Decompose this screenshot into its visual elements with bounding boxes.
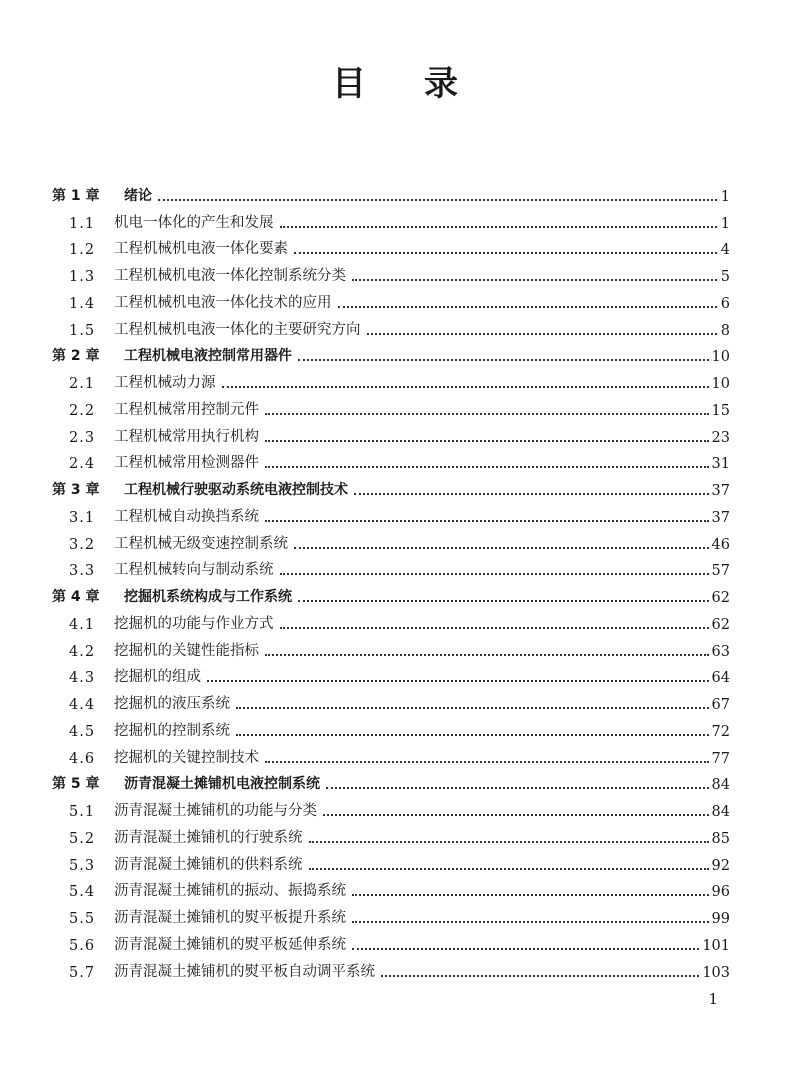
dot-leader xyxy=(265,439,709,442)
toc-entry-title: 沥青混凝土摊铺机的熨平板提升系统 xyxy=(114,910,346,926)
toc-entry-number: 4.3 xyxy=(69,670,96,687)
toc-section-entry[interactable] xyxy=(52,258,730,285)
toc-entry-title: 工程机械机电液一体化要素 xyxy=(114,241,288,258)
dot-leader xyxy=(265,653,709,656)
toc-entry-title: 工程机械机电液一体化的主要研究方向 xyxy=(114,321,361,338)
page-number: 1 xyxy=(708,990,718,1008)
dot-leader xyxy=(298,358,709,361)
toc-entry-number: 1.2 xyxy=(69,242,96,259)
toc-section-entry[interactable] xyxy=(52,740,730,767)
toc-section-entry[interactable] xyxy=(52,205,730,232)
toc-section-entry[interactable] xyxy=(52,392,730,419)
toc-section-entry[interactable] xyxy=(52,526,730,553)
toc-entry-page: 64 xyxy=(711,670,730,687)
toc-entry-title: 机电一体化的产生和发展 xyxy=(114,214,274,231)
dot-leader xyxy=(326,786,709,789)
toc-entry-page: 4 xyxy=(720,242,730,259)
toc-entry-number: 1.4 xyxy=(69,295,96,312)
toc-section-entry[interactable] xyxy=(52,419,730,446)
toc-entry-page: 10 xyxy=(711,349,730,366)
toc-entry-title: 工程机械机电液一体化技术的应用 xyxy=(114,294,332,311)
dot-leader xyxy=(323,813,709,816)
toc-entry-number: 3.1 xyxy=(69,509,96,526)
toc-entry-page: 99 xyxy=(711,911,730,927)
toc-entry-number: 4.2 xyxy=(69,643,96,660)
dot-leader xyxy=(280,225,718,228)
toc-section-entry[interactable] xyxy=(52,793,730,820)
dot-leader xyxy=(338,305,718,308)
dot-leader xyxy=(265,519,709,522)
toc-chapter-entry[interactable] xyxy=(52,472,730,499)
toc-entry-number: 5.2 xyxy=(69,830,96,847)
toc-section-entry[interactable] xyxy=(52,232,730,259)
toc-entry-title: 挖掘机系统构成与工作系统 xyxy=(124,589,292,605)
toc-section-entry[interactable] xyxy=(52,446,730,473)
toc-entry-number: 5.6 xyxy=(69,937,96,954)
toc-entry-page: 103 xyxy=(702,964,730,981)
toc-entry-title: 工程机械自动换挡系统 xyxy=(114,508,259,525)
toc-entry-title: 挖掘机的控制系统 xyxy=(114,722,230,739)
toc-entry-number: 5.5 xyxy=(69,911,96,927)
toc-entry-page: 37 xyxy=(711,483,730,499)
dot-leader xyxy=(236,733,709,736)
toc-entry-number: 5.7 xyxy=(69,964,96,981)
toc-chapter-entry[interactable] xyxy=(52,767,730,794)
toc-section-entry[interactable] xyxy=(52,365,730,392)
toc-entry-page: 23 xyxy=(711,429,730,446)
toc-entry-page: 67 xyxy=(711,697,730,713)
toc-entry-title: 挖掘机的液压系统 xyxy=(114,696,230,712)
page-title: 目录 xyxy=(332,64,516,104)
toc-entry-number: 3.2 xyxy=(69,536,96,553)
toc-entry-page: 57 xyxy=(711,563,730,580)
toc-entry-title: 沥青混凝土摊铺机的熨平板延伸系统 xyxy=(114,936,346,953)
dot-leader xyxy=(294,251,717,254)
toc-entry-title: 沥青混凝土摊铺机的行驶系统 xyxy=(114,829,303,846)
dot-leader xyxy=(280,626,709,629)
toc-section-entry[interactable] xyxy=(52,606,730,633)
toc-entry-title: 沥青混凝土摊铺机的供料系统 xyxy=(114,856,303,873)
dot-leader xyxy=(381,974,699,977)
toc-entry-page: 31 xyxy=(711,456,730,473)
toc-entry-page: 1 xyxy=(720,215,730,232)
toc-entry-number: 5.1 xyxy=(69,804,96,820)
dot-leader xyxy=(207,679,709,682)
toc-entry-page: 37 xyxy=(711,509,730,526)
toc-section-entry[interactable] xyxy=(52,820,730,847)
toc-chapter-entry[interactable] xyxy=(52,339,730,366)
toc-entry-title: 挖掘机的关键控制技术 xyxy=(114,749,259,766)
toc-entry-page: 6 xyxy=(720,295,730,312)
toc-entry-page: 10 xyxy=(711,376,730,392)
toc-entry-page: 46 xyxy=(711,536,730,553)
toc-entry-page: 72 xyxy=(711,723,730,740)
toc-entry-title: 沥青混凝土摊铺机的功能与分类 xyxy=(114,803,317,819)
toc-entry-number: 5.4 xyxy=(69,884,96,901)
toc-entry-title: 沥青混凝土摊铺机的振动、振捣系统 xyxy=(114,883,346,900)
toc-entry-title: 工程机械行驶驱动系统电液控制技术 xyxy=(124,482,348,498)
dot-leader xyxy=(352,920,709,923)
toc-entry-title: 沥青混凝土摊铺机的熨平板自动调平系统 xyxy=(114,963,375,980)
toc-entry-page: 15 xyxy=(711,402,730,419)
dot-leader xyxy=(280,572,709,575)
toc-section-entry[interactable] xyxy=(52,954,730,981)
toc-entry-title: 工程机械常用检测器件 xyxy=(114,455,259,472)
toc-section-entry[interactable] xyxy=(52,499,730,526)
toc-chapter-entry[interactable] xyxy=(52,579,730,606)
toc-entry-page: 1 xyxy=(720,188,730,205)
dot-leader xyxy=(158,198,717,201)
toc-entry-number: 5.3 xyxy=(69,857,96,874)
toc-entry-number: 4.6 xyxy=(69,750,96,767)
toc-entry-number: 2.3 xyxy=(69,429,96,446)
toc-entry-page: 8 xyxy=(720,322,730,339)
toc-entry-page: 84 xyxy=(711,804,730,820)
toc-section-entry[interactable] xyxy=(52,285,730,312)
toc-entry-title: 挖掘机的组成 xyxy=(114,669,201,686)
dot-leader xyxy=(222,385,709,388)
toc-entry-number: 4.5 xyxy=(69,723,96,740)
toc-entry-page: 84 xyxy=(711,777,730,794)
dot-leader xyxy=(354,492,709,495)
toc-entry-title: 挖掘机的关键性能指标 xyxy=(114,642,259,659)
toc-entry-number: 2.1 xyxy=(69,376,96,392)
table-of-contents xyxy=(52,178,730,981)
toc-entry-page: 63 xyxy=(711,643,730,660)
toc-entry-number: 4.4 xyxy=(69,697,96,713)
toc-section-entry[interactable] xyxy=(52,660,730,687)
toc-section-entry[interactable] xyxy=(52,847,730,874)
toc-entry-title: 工程机械常用控制元件 xyxy=(114,401,259,418)
dot-leader xyxy=(352,947,699,950)
toc-section-entry[interactable] xyxy=(52,312,730,339)
dot-leader xyxy=(309,867,709,870)
toc-entry-page: 96 xyxy=(711,884,730,901)
dot-leader xyxy=(352,278,717,281)
toc-entry-number: 第 1 章 xyxy=(52,187,100,204)
toc-entry-number: 第 2 章 xyxy=(52,348,100,365)
dot-leader xyxy=(367,332,718,335)
dot-leader xyxy=(265,465,709,468)
dot-leader xyxy=(352,893,709,896)
toc-entry-title: 工程机械无级变速控制系统 xyxy=(114,535,288,552)
toc-entry-number: 1.3 xyxy=(69,269,96,285)
toc-entry-page: 5 xyxy=(720,269,730,285)
toc-entry-number: 2.2 xyxy=(69,402,96,419)
toc-entry-title: 工程机械常用执行机构 xyxy=(114,428,259,445)
toc-entry-number: 2.4 xyxy=(69,456,96,473)
toc-entry-title: 沥青混凝土摊铺机电液控制系统 xyxy=(124,776,320,793)
toc-section-entry[interactable] xyxy=(52,900,730,927)
toc-section-entry[interactable] xyxy=(52,927,730,954)
dot-leader xyxy=(309,840,709,843)
toc-entry-page: 62 xyxy=(711,590,730,606)
toc-entry-number: 4.1 xyxy=(69,616,96,633)
toc-entry-page: 77 xyxy=(711,750,730,767)
dot-leader xyxy=(265,412,709,415)
toc-entry-title: 工程机械动力源 xyxy=(114,375,216,391)
dot-leader xyxy=(265,760,709,763)
toc-entry-page: 92 xyxy=(711,857,730,874)
toc-entry-number: 第 3 章 xyxy=(52,482,100,498)
toc-section-entry[interactable] xyxy=(52,553,730,580)
toc-entry-title: 工程机械机电液一体化控制系统分类 xyxy=(114,268,346,284)
toc-chapter-entry[interactable] xyxy=(52,178,730,205)
toc-section-entry[interactable] xyxy=(52,633,730,660)
toc-entry-title: 工程机械电液控制常用器件 xyxy=(124,348,292,365)
dot-leader xyxy=(236,706,709,709)
toc-section-entry[interactable] xyxy=(52,686,730,713)
toc-entry-number: 第 4 章 xyxy=(52,589,100,605)
toc-entry-title: 挖掘机的功能与作业方式 xyxy=(114,615,274,632)
toc-entry-page: 101 xyxy=(702,937,730,954)
toc-section-entry[interactable] xyxy=(52,874,730,901)
dot-leader xyxy=(294,546,709,549)
toc-entry-number: 第 5 章 xyxy=(52,776,100,793)
toc-entry-page: 62 xyxy=(711,616,730,633)
toc-entry-title: 绪论 xyxy=(124,187,152,204)
toc-entry-page: 85 xyxy=(711,830,730,847)
toc-entry-number: 3.3 xyxy=(69,563,96,580)
dot-leader xyxy=(298,599,709,602)
toc-section-entry[interactable] xyxy=(52,713,730,740)
toc-entry-number: 1.5 xyxy=(69,322,96,339)
toc-entry-title: 工程机械转向与制动系统 xyxy=(114,562,274,579)
toc-entry-number: 1.1 xyxy=(69,215,96,232)
